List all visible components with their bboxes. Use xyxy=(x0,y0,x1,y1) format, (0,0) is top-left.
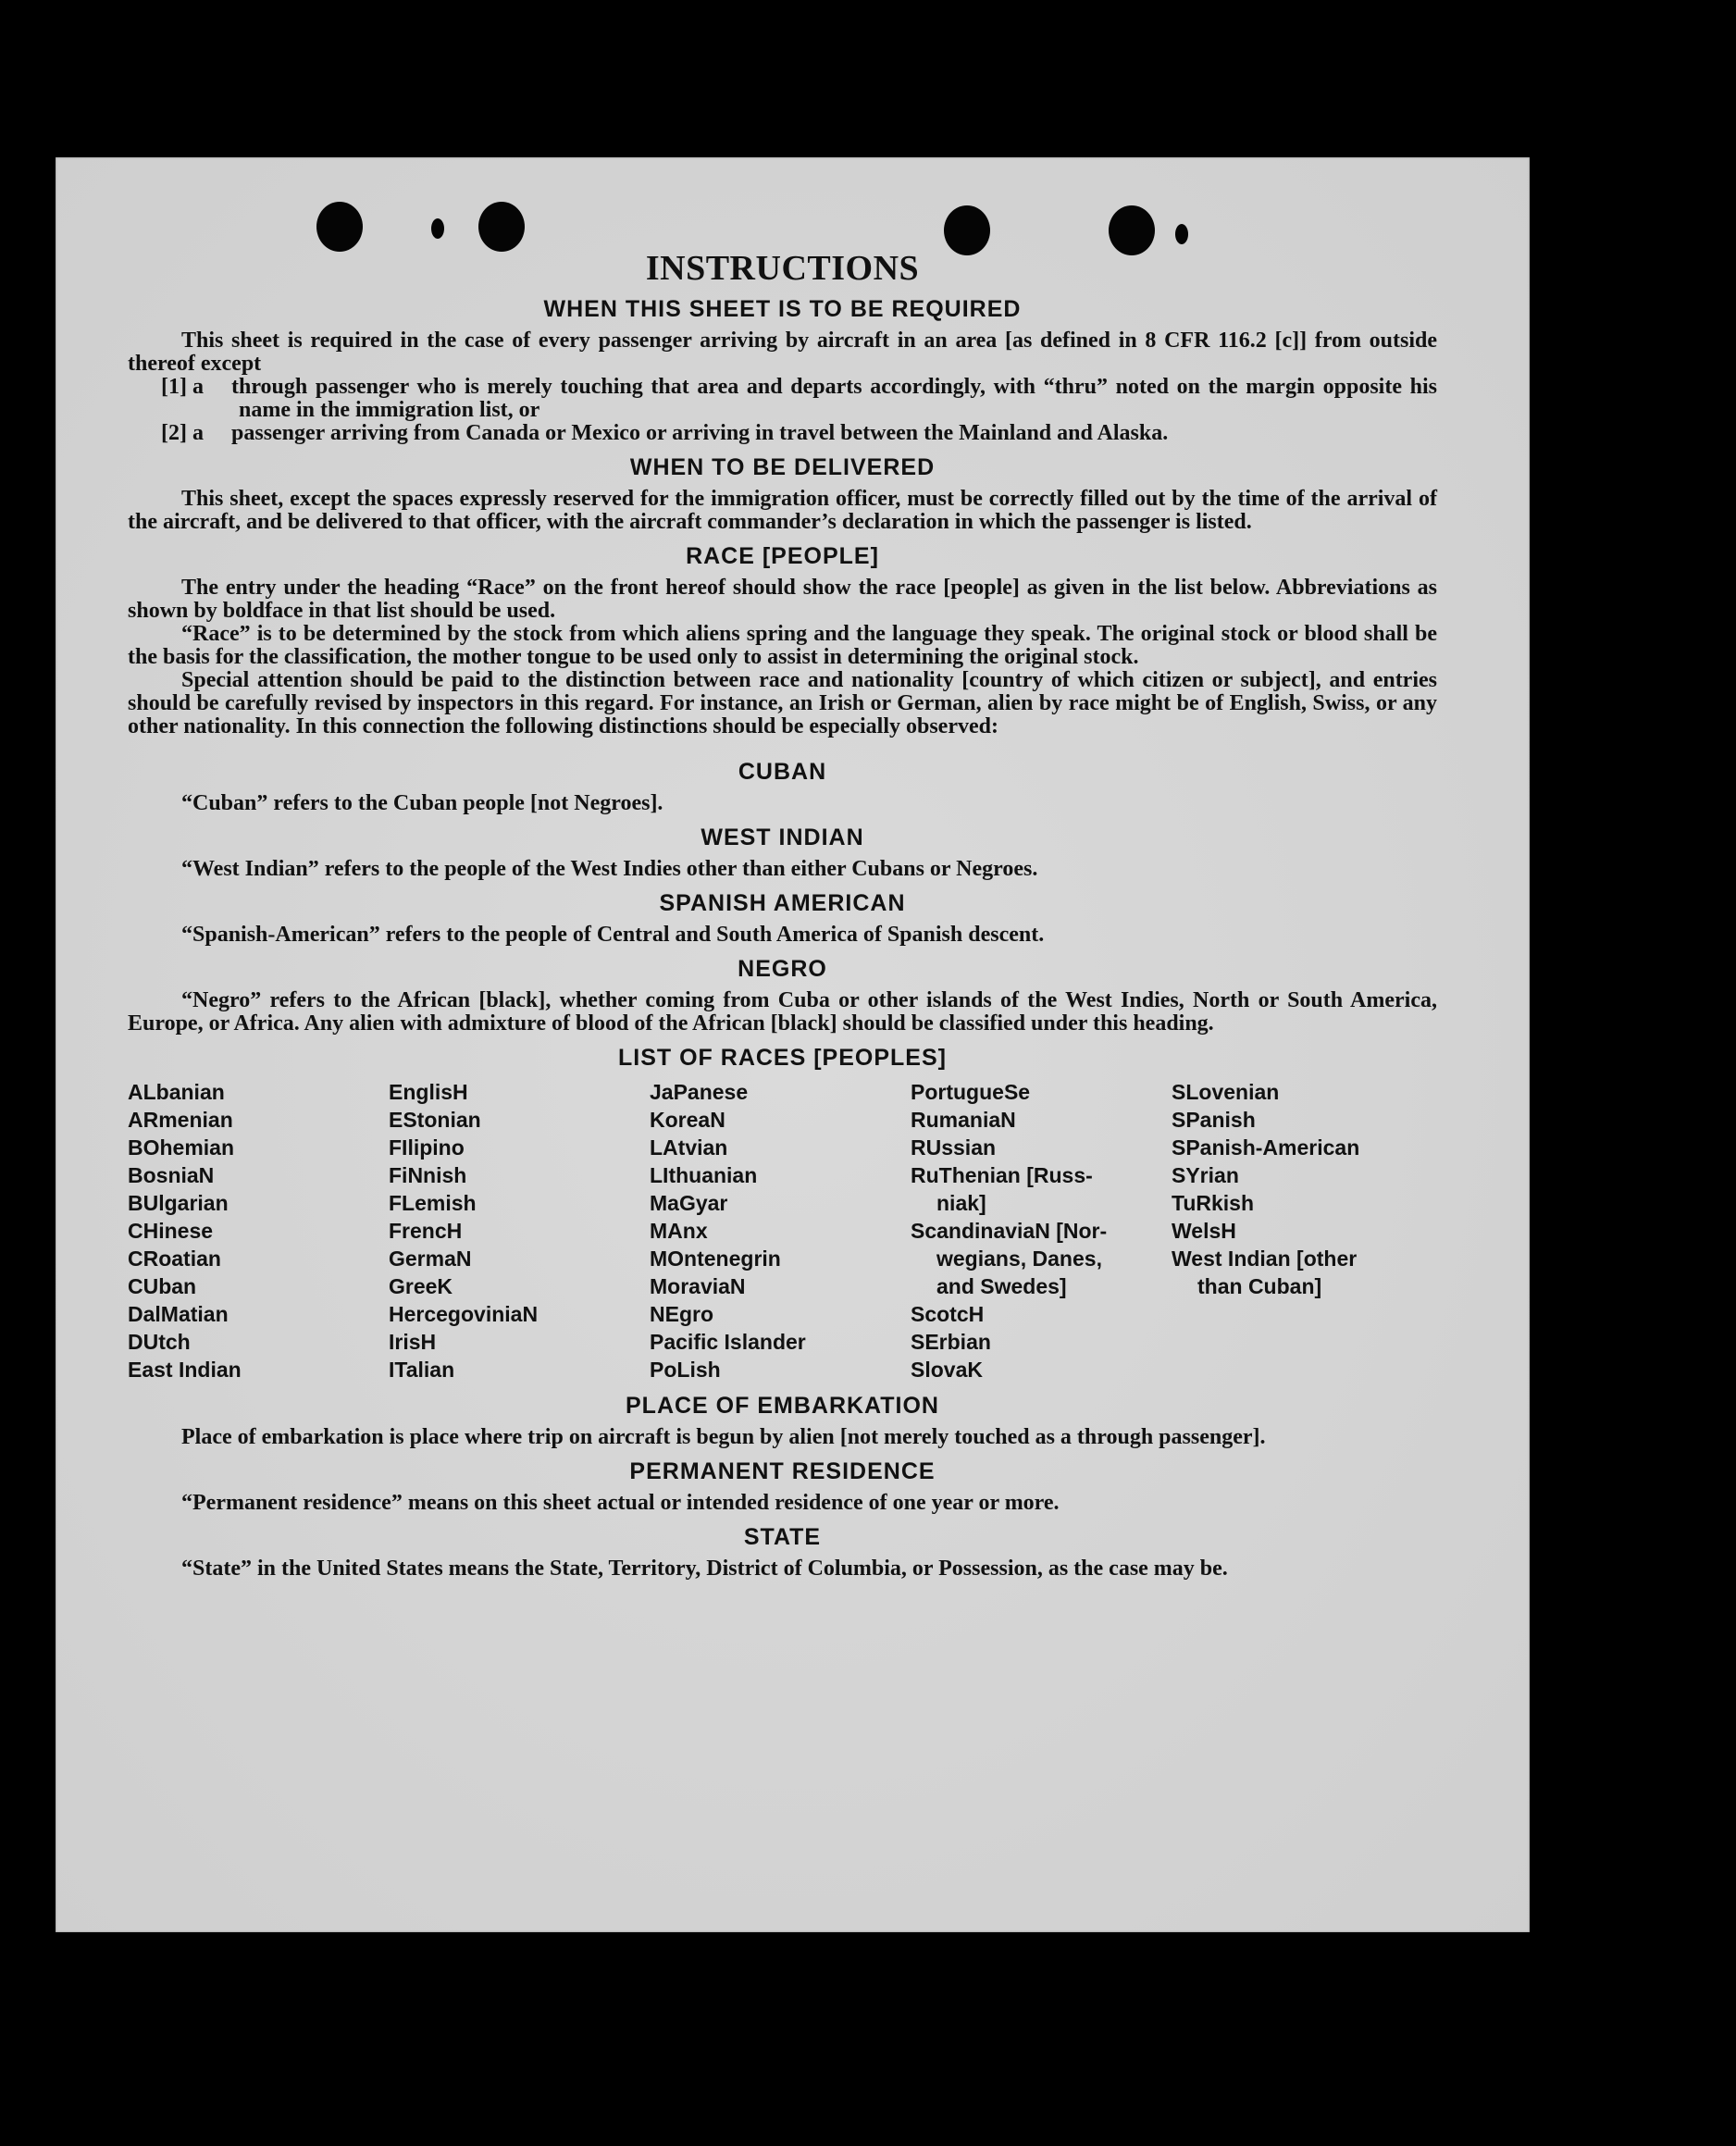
race-entry: MoraviaN xyxy=(650,1274,746,1298)
race-entry: KoreaN xyxy=(650,1108,725,1132)
races-column-3 xyxy=(650,1078,911,1383)
race-entry-continued: niak] xyxy=(936,1191,986,1215)
item-number: [1] a xyxy=(161,375,204,399)
race-entry: SPanish-American xyxy=(1172,1135,1360,1160)
item-number: [2] a xyxy=(161,421,204,445)
punch-hole xyxy=(478,202,525,252)
heading-state: STATE xyxy=(743,1524,822,1550)
race-entry: WelsH xyxy=(1172,1219,1236,1243)
race-entry: CHinese xyxy=(128,1219,214,1243)
race-entry: IrisH xyxy=(389,1330,437,1354)
race-entry: ScotcH xyxy=(911,1302,985,1326)
race-entry: HercegoviniaN xyxy=(389,1302,539,1326)
race-entry: MaGyar xyxy=(650,1191,728,1215)
paragraph-race-1: The entry under the heading “Race” on the front hereof should show the race [people] as given in the list below. Abbreviations as shown by boldface in that list should be used. xyxy=(128,576,1437,623)
paragraph-cuban: “Cuban” refers to the Cuban people [not Negroes]. xyxy=(181,791,663,815)
race-entry: SYrian xyxy=(1172,1163,1239,1187)
paragraph-when-required: This sheet is required in the case of every passenger arriving by aircraft in an area [as defined in 8 CFR 116.2 [c]] from outside thereof except xyxy=(128,329,1437,376)
paragraph-residence: “Permanent residence” means on this sheet actual or intended residence of one year or more. xyxy=(181,1491,1060,1515)
race-entry: East Indian xyxy=(128,1358,242,1382)
race-entry: DalMatian xyxy=(128,1302,229,1326)
paragraph-west-indian: “West Indian” refers to the people of the West Indies other than either Cubans or Negroes. xyxy=(181,857,1038,881)
races-list xyxy=(128,1078,1437,1383)
punch-hole xyxy=(1175,224,1188,244)
race-entry: ITalian xyxy=(389,1358,455,1382)
paragraph-embarkation: Place of embarkation is place where trip on aircraft is begun by alien [not merely touched as a through passenger]. xyxy=(181,1425,1266,1449)
race-entry: FiNnish xyxy=(389,1163,467,1187)
race-entry: SPanish xyxy=(1172,1108,1256,1132)
race-entry: LAtvian xyxy=(650,1135,728,1160)
item-text: passenger arriving from Canada or Mexico or arriving in travel between the Mainland and Alaska. xyxy=(231,421,1169,445)
race-entry: RumaniaN xyxy=(911,1108,1016,1132)
heading-spanish-american: SPANISH AMERICAN xyxy=(659,890,906,916)
paragraph-spanish-american: “Spanish-American” refers to the people of Central and South America of Spanish descent. xyxy=(181,923,1045,947)
race-entry: ScandinaviaN [Nor- xyxy=(911,1219,1108,1243)
paragraph-race-2: “Race” is to be determined by the stock from which aliens spring and the language they speak. The original stock or blood shall be the basis for the classification, the mother tongue to be used only to assist in determining the original stock. xyxy=(128,622,1437,669)
race-entry-continued: and Swedes] xyxy=(936,1274,1067,1298)
race-entry: ARmenian xyxy=(128,1108,233,1132)
instructions-content xyxy=(128,250,1437,1581)
race-entry: RuThenian [Russ- xyxy=(911,1163,1093,1187)
race-entry: LIthuanian xyxy=(650,1163,758,1187)
race-entry: TuRkish xyxy=(1172,1191,1255,1215)
races-column-1 xyxy=(128,1078,389,1383)
race-entry: MAnx xyxy=(650,1219,708,1243)
punch-hole xyxy=(431,218,444,239)
race-entry: BOhemian xyxy=(128,1135,235,1160)
race-entry: EnglisH xyxy=(389,1080,468,1104)
race-entry: DUtch xyxy=(128,1330,191,1354)
races-column-5 xyxy=(1172,1078,1437,1383)
race-entry: CRoatian xyxy=(128,1247,221,1271)
heading-west-indian: WEST INDIAN xyxy=(701,825,864,850)
race-entry: JaPanese xyxy=(650,1080,749,1104)
heading-when-delivered: WHEN TO BE DELIVERED xyxy=(629,454,936,480)
race-entry: FLemish xyxy=(389,1191,477,1215)
race-entry: PortugueSe xyxy=(911,1080,1031,1104)
paragraph-state: “State” in the United States means the State, Territory, District of Columbia, or Possession, as the case may be. xyxy=(181,1557,1228,1581)
heading-race: RACE [PEOPLE] xyxy=(686,543,879,569)
races-column-2 xyxy=(389,1078,650,1383)
race-entry: PoLish xyxy=(650,1358,721,1382)
races-column-4 xyxy=(911,1078,1172,1383)
race-entry: GermaN xyxy=(389,1247,472,1271)
punch-hole xyxy=(944,205,990,255)
race-entry: West Indian [other xyxy=(1172,1247,1358,1271)
heading-list-of-races: LIST OF RACES [PEOPLES] xyxy=(618,1045,947,1071)
race-entry: SErbian xyxy=(911,1330,991,1354)
race-entry: FrencH xyxy=(389,1219,463,1243)
race-entry: MOntenegrin xyxy=(650,1247,781,1271)
race-entry: ALbanian xyxy=(128,1080,225,1104)
heading-place-of-embarkation: PLACE OF EMBARKATION xyxy=(626,1393,939,1419)
heading-negro: NEGRO xyxy=(738,956,827,982)
document-sheet xyxy=(56,157,1530,1932)
heading-when-required: WHEN THIS SHEET IS TO BE REQUIRED xyxy=(543,296,1022,322)
punch-hole xyxy=(316,202,363,252)
exception-item-1 xyxy=(161,375,1437,422)
race-entry: BUlgarian xyxy=(128,1191,229,1215)
race-entry: CUban xyxy=(128,1274,197,1298)
paragraph-negro: “Negro” refers to the African [black], whether coming from Cuba or other islands of the West Indies, North or South America, Europe, or Africa. Any alien with admixture of blood of the African [black] should be classified under this heading. xyxy=(128,988,1437,1036)
race-entry: EStonian xyxy=(389,1108,481,1132)
heading-permanent-residence: PERMANENT RESIDENCE xyxy=(629,1458,936,1484)
race-entry: Pacific Islander xyxy=(650,1330,806,1354)
heading-cuban: CUBAN xyxy=(738,759,827,785)
race-entry-continued: than Cuban] xyxy=(1197,1274,1322,1298)
paragraph-race-3: Special attention should be paid to the distinction between race and nationality [country of which citizen or subject], and entries should be carefully revised by inspectors in this regard. For instance, an Irish or German, alien by race might be of English, Swiss, or any other nationality. In this connection the following distinctions should be especially observed: xyxy=(128,668,1437,738)
race-entry: RUssian xyxy=(911,1135,997,1160)
punch-hole xyxy=(1109,205,1155,255)
item-text: through passenger who is merely touching that area and departs accordingly, with “thru” noted on the margin opposite his name in the immigration list, or xyxy=(231,375,1437,422)
exception-item-2 xyxy=(161,421,1437,445)
paragraph-when-delivered: This sheet, except the spaces expressly reserved for the immigration officer, must be correctly filled out by the time of the arrival of the aircraft, and be delivered to that officer, with the aircraft commander’s declaration in which the passenger is listed. xyxy=(128,487,1437,534)
page-title: INSTRUCTIONS xyxy=(645,249,920,288)
race-entry: GreeK xyxy=(389,1274,453,1298)
race-entry: SLovenian xyxy=(1172,1080,1280,1104)
race-entry: SlovaK xyxy=(911,1358,983,1382)
race-entry: NEgro xyxy=(650,1302,713,1326)
race-entry: FIlipino xyxy=(389,1135,465,1160)
race-entry-continued: wegians, Danes, xyxy=(936,1247,1102,1271)
race-entry: BosniaN xyxy=(128,1163,215,1187)
